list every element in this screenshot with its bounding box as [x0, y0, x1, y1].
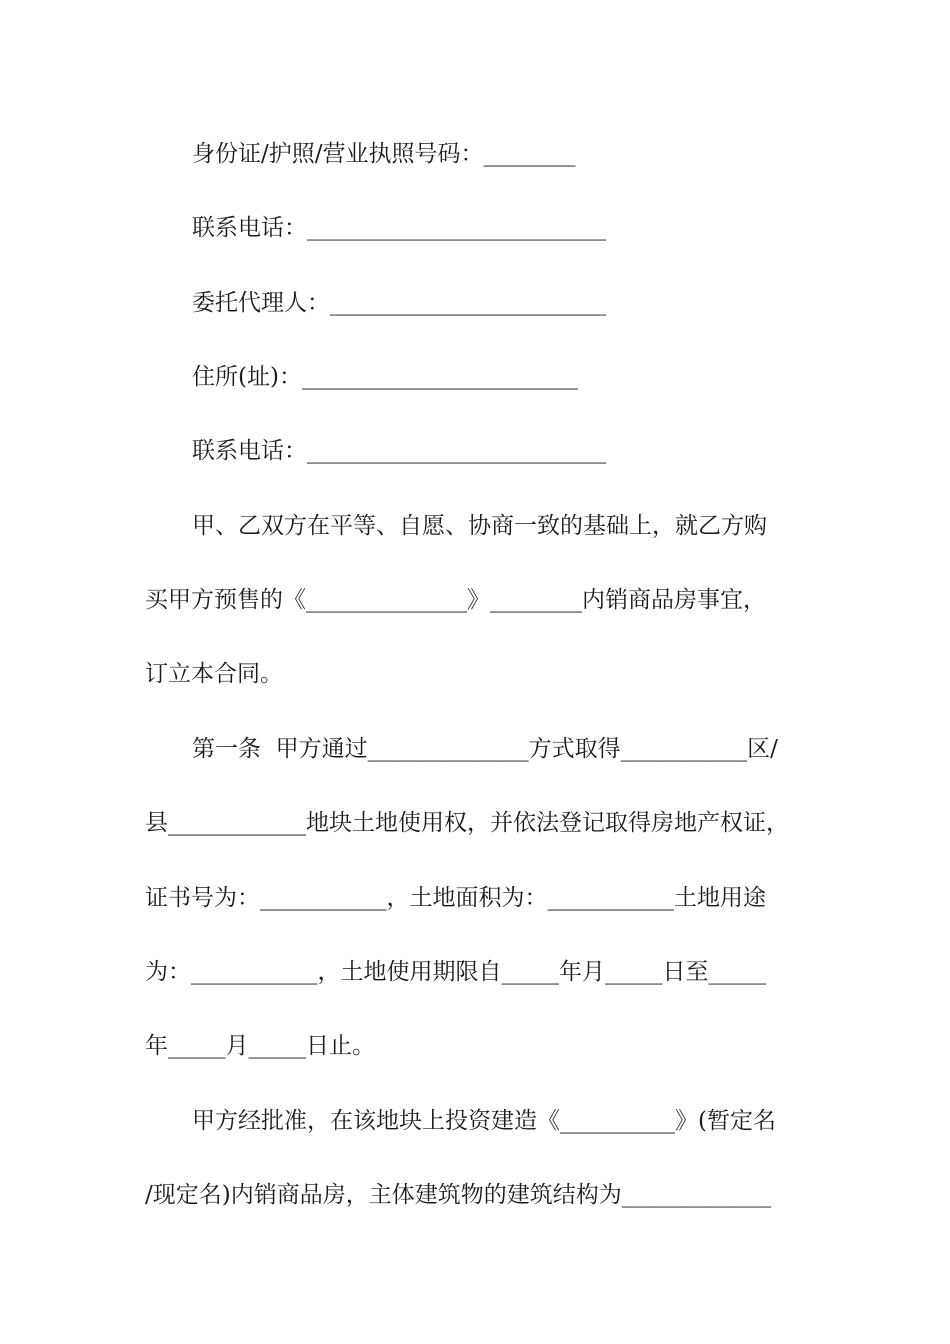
agreement-paragraph-line: 订立本合同。: [145, 661, 283, 687]
article-one-line: 年_____月_____日止。: [145, 1033, 375, 1059]
agreement-paragraph-line: 买甲方预售的《______________》________内销商品房事宜，: [145, 587, 766, 613]
article-one-line: 第一条 甲方通过______________方式取得___________区/: [192, 736, 778, 762]
address-field: 住所(址)：________________________: [192, 364, 578, 390]
construction-paragraph-line: 甲方经批准，在该地块上投资建造《__________》(暂定名: [192, 1108, 776, 1134]
agent-field: 委托代理人：________________________: [192, 290, 606, 316]
article-one-line: 证书号为：___________，土地面积为：___________土地用途: [145, 885, 766, 911]
agreement-paragraph-line: 甲、乙双方在平等、自愿、协商一致的基础上，就乙方购: [192, 513, 767, 539]
phone-field: 联系电话：__________________________: [192, 215, 606, 241]
agent-phone-field: 联系电话：__________________________: [192, 438, 606, 464]
construction-paragraph-line: /现定名)内销商品房，主体建筑物的建筑结构为_____________: [145, 1182, 772, 1208]
id-number-field: 身份证/护照/营业执照号码：________: [192, 141, 576, 167]
article-one-line: 为：___________，土地使用期限自_____年月_____日至_____: [145, 959, 766, 985]
article-one-line: 县____________地块土地使用权，并依法登记取得房地产权证，: [145, 810, 789, 836]
